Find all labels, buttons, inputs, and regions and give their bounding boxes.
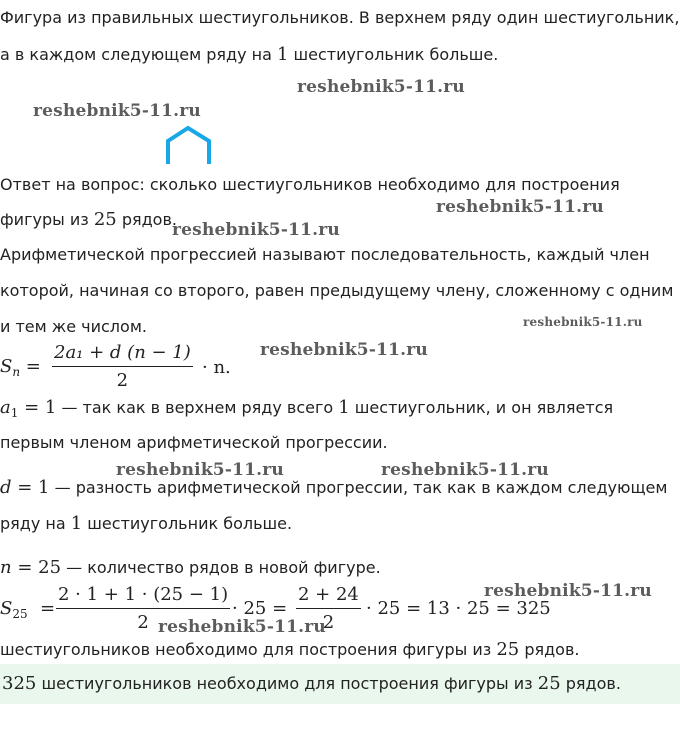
watermark: reshebnik5-11.ru — [33, 101, 201, 121]
watermark: reshebnik5-11.ru — [381, 460, 549, 480]
watermark: reshebnik5-11.ru — [260, 340, 428, 360]
n-line: n = 25 — количество рядов в новой фигуре. — [0, 557, 381, 578]
watermark: reshebnik5-11.ru — [158, 617, 326, 637]
calc-eq: = — [40, 598, 56, 619]
sum-formula-tail: · n. — [202, 357, 231, 378]
question-line-1: Ответ на вопрос: сколько шестиугольников необходимо для построения — [0, 175, 620, 194]
hexagon-shape — [168, 128, 209, 164]
watermark: reshebnik5-11.ru — [116, 460, 284, 480]
question-line-2: фигуры из 25 рядов. — [0, 209, 177, 230]
calc-fraction-1: 2 · 1 + 1 · (25 − 1) 2 — [58, 584, 229, 633]
calc-fraction-2: 2 + 24 2 — [298, 584, 359, 633]
calc-mid-1: · 25 = — [232, 598, 288, 619]
intro-line-2: а в каждом следующем ряду на 1 шестиугольник больше. — [0, 44, 499, 65]
a1-line-2: первым членом арифметической прогрессии. — [0, 433, 388, 452]
sum-formula-fraction: 2a₁ + d (n − 1) 2 — [54, 342, 191, 391]
watermark: reshebnik5-11.ru — [523, 315, 643, 329]
d-line-1: d = 1 — разность арифметической прогрессии, так как в каждом следующем — [0, 477, 668, 498]
calc-mid-2: · 25 = 13 · 25 = 325 — [366, 598, 551, 619]
calc-lhs: $S_{25}$ — [0, 598, 28, 622]
a1-line-1: $a_1 = 1$ — так как в верхнем ряду всего 1 шестиугольник, и он является — [0, 397, 614, 421]
sum-formula-lhs: $S_n$ = — [0, 356, 41, 380]
calc-tail-line: шестиугольников необходимо для построения фигуры из 25 рядов. — [0, 639, 580, 660]
watermark: reshebnik5-11.ru — [297, 77, 465, 97]
d-line-2: ряду на 1 шестиугольник больше. — [0, 513, 293, 534]
intro-line-1: Фигура из правильных шестиугольников. В верхнем ряду один шестиугольник, — [0, 8, 680, 27]
definition-line-1: Арифметической прогрессией называют последовательность, каждый член — [0, 245, 650, 264]
watermark: reshebnik5-11.ru — [484, 581, 652, 601]
watermark: reshebnik5-11.ru — [436, 197, 604, 217]
hexagon-figure — [162, 124, 218, 166]
definition-line-2: которой, начиная со второго, равен предыдущему члену, сложенному с одним — [0, 281, 674, 300]
watermark: reshebnik5-11.ru — [172, 220, 340, 240]
answer-text: 325 шестиугольников необходимо для построения фигуры из 25 рядов. — [2, 673, 621, 694]
answer-box — [0, 664, 680, 704]
definition-line-3: и тем же числом. — [0, 317, 147, 336]
